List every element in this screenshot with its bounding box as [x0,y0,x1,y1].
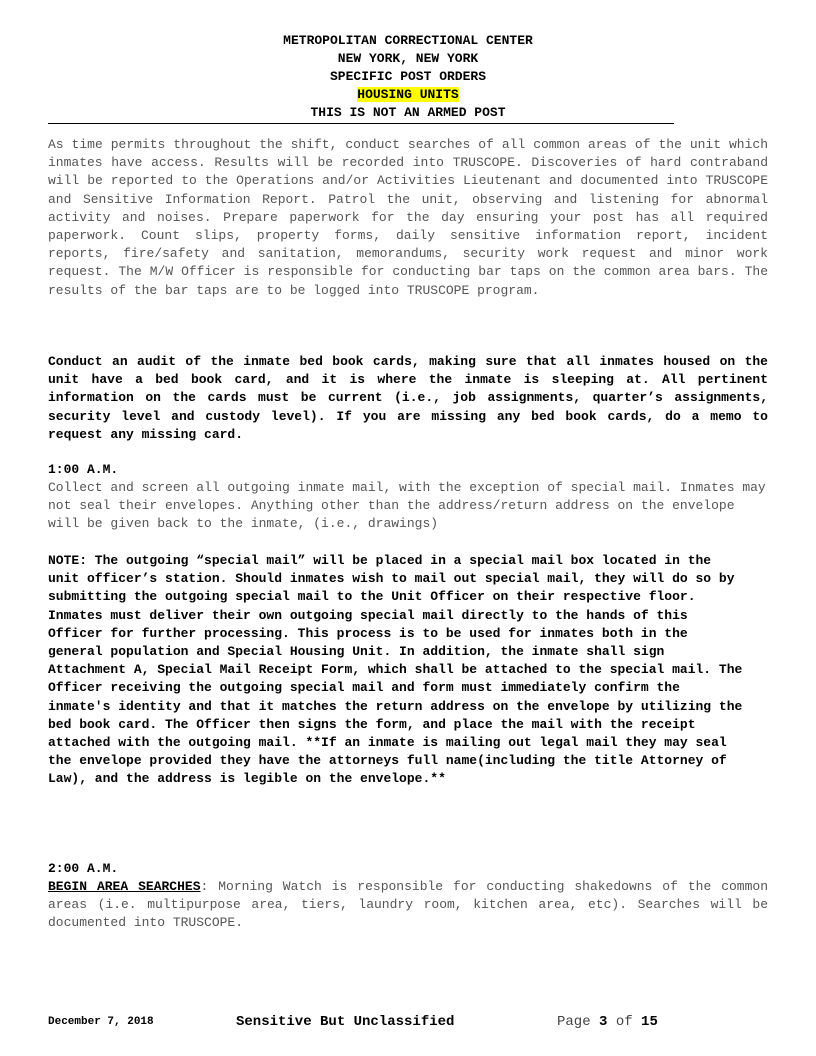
header-post-orders: SPECIFIC POST ORDERS [329,69,487,84]
area-searches-label: BEGIN AREA SEARCHES [48,879,201,894]
outgoing-mail-paragraph: Collect and screen all outgoing inmate mail, with the exception of special mail. Inmates may not seal their envelopes. Anything other than the address/return address on the envelope will be given back to the inmate, (i.e., drawings) [48,480,766,532]
area-searches-text: : Morning Watch is responsible for conducting shakedowns of the common areas (i.e. multipurpose area, tiers, laundry room, kitchen area, etc). Searches will be documented into TRUSCOPE. [48,879,768,931]
common-area-searches-paragraph: As time permits throughout the shift, conduct searches of all common areas of the unit which inmates have access. Results will be recorded into TRUSCOPE. Discoveries of hard contraband will be reported to the Operations and/or Activities Lieutenant and documented into TRUSCOPE and Sensitive Information Report. Patrol the unit, observing and listening for abnormal activity and noises. Prepare paperwork for the day ensuring your post has all required paperwork. Count slips, property forms, daily sensitive information report, incident reports, fire/safety and sanitation, memorandums, security work request and minor work request. The M/W Officer is responsible for conducting bar taps on the common area bars. The results of the bar taps are to be logged into TRUSCOPE program. [48,137,768,298]
document-header [48,32,768,122]
footer-page-number: Page 3 of 15 [557,1014,658,1030]
page-footer [48,1014,768,1032]
header-housing-units: HOUSING UNITS [357,87,459,102]
header-armed-post-notice: THIS IS NOT AN ARMED POST [310,105,506,120]
special-mail-note: NOTE: The outgoing “special mail” will be placed in a special mail box located in the unit officer’s station. Should inmates wish to mail out special mail, they will do so by submitting the outgoing special mail to the Unit Officer on their respective floor. Inmates must deliver their own outgoing special mail directly to the hands of this Officer for further processing. This process is to be used for inmates both in the general population and Special Housing Unit. In addition, the inmate shall sign Attachment A, Special Mail Receipt Form, which shall be attached to the special mail. The Officer receiving the outgoing special mail and form must immediately confirm the inmate's identity and that it matches the return address on the envelope by utilizing the bed book card. The Officer then signs the form, and place the mail with the receipt attached with the outgoing mail. **If an inmate is mailing out legal mail they may seal the envelope provided they have the attorneys full name(including the title Attorney of Law), and the address is legible on the envelope.** [48,553,743,787]
header-institution: METROPOLITAN CORRECTIONAL CENTER [283,33,533,48]
bed-book-audit-paragraph: Conduct an audit of the inmate bed book cards, making sure that all inmates housed on the unit have a bed book card, and it is where the inmate is sleeping at. All pertinent information on the cards must be current (i.e., job assignments, quarter’s assignments, security level and custody level). If you are missing any bed book cards, do a memo to request any missing card. [48,354,768,442]
time-heading-1am: 1:00 A.M. [48,462,119,477]
header-divider [48,123,674,124]
footer-date: December 7, 2018 [48,1016,154,1028]
footer-classification: Sensitive But Unclassified [236,1014,455,1030]
time-heading-2am: 2:00 A.M. [48,861,119,876]
header-location: NEW YORK, NEW YORK [337,51,479,66]
area-searches-paragraph [48,878,768,933]
